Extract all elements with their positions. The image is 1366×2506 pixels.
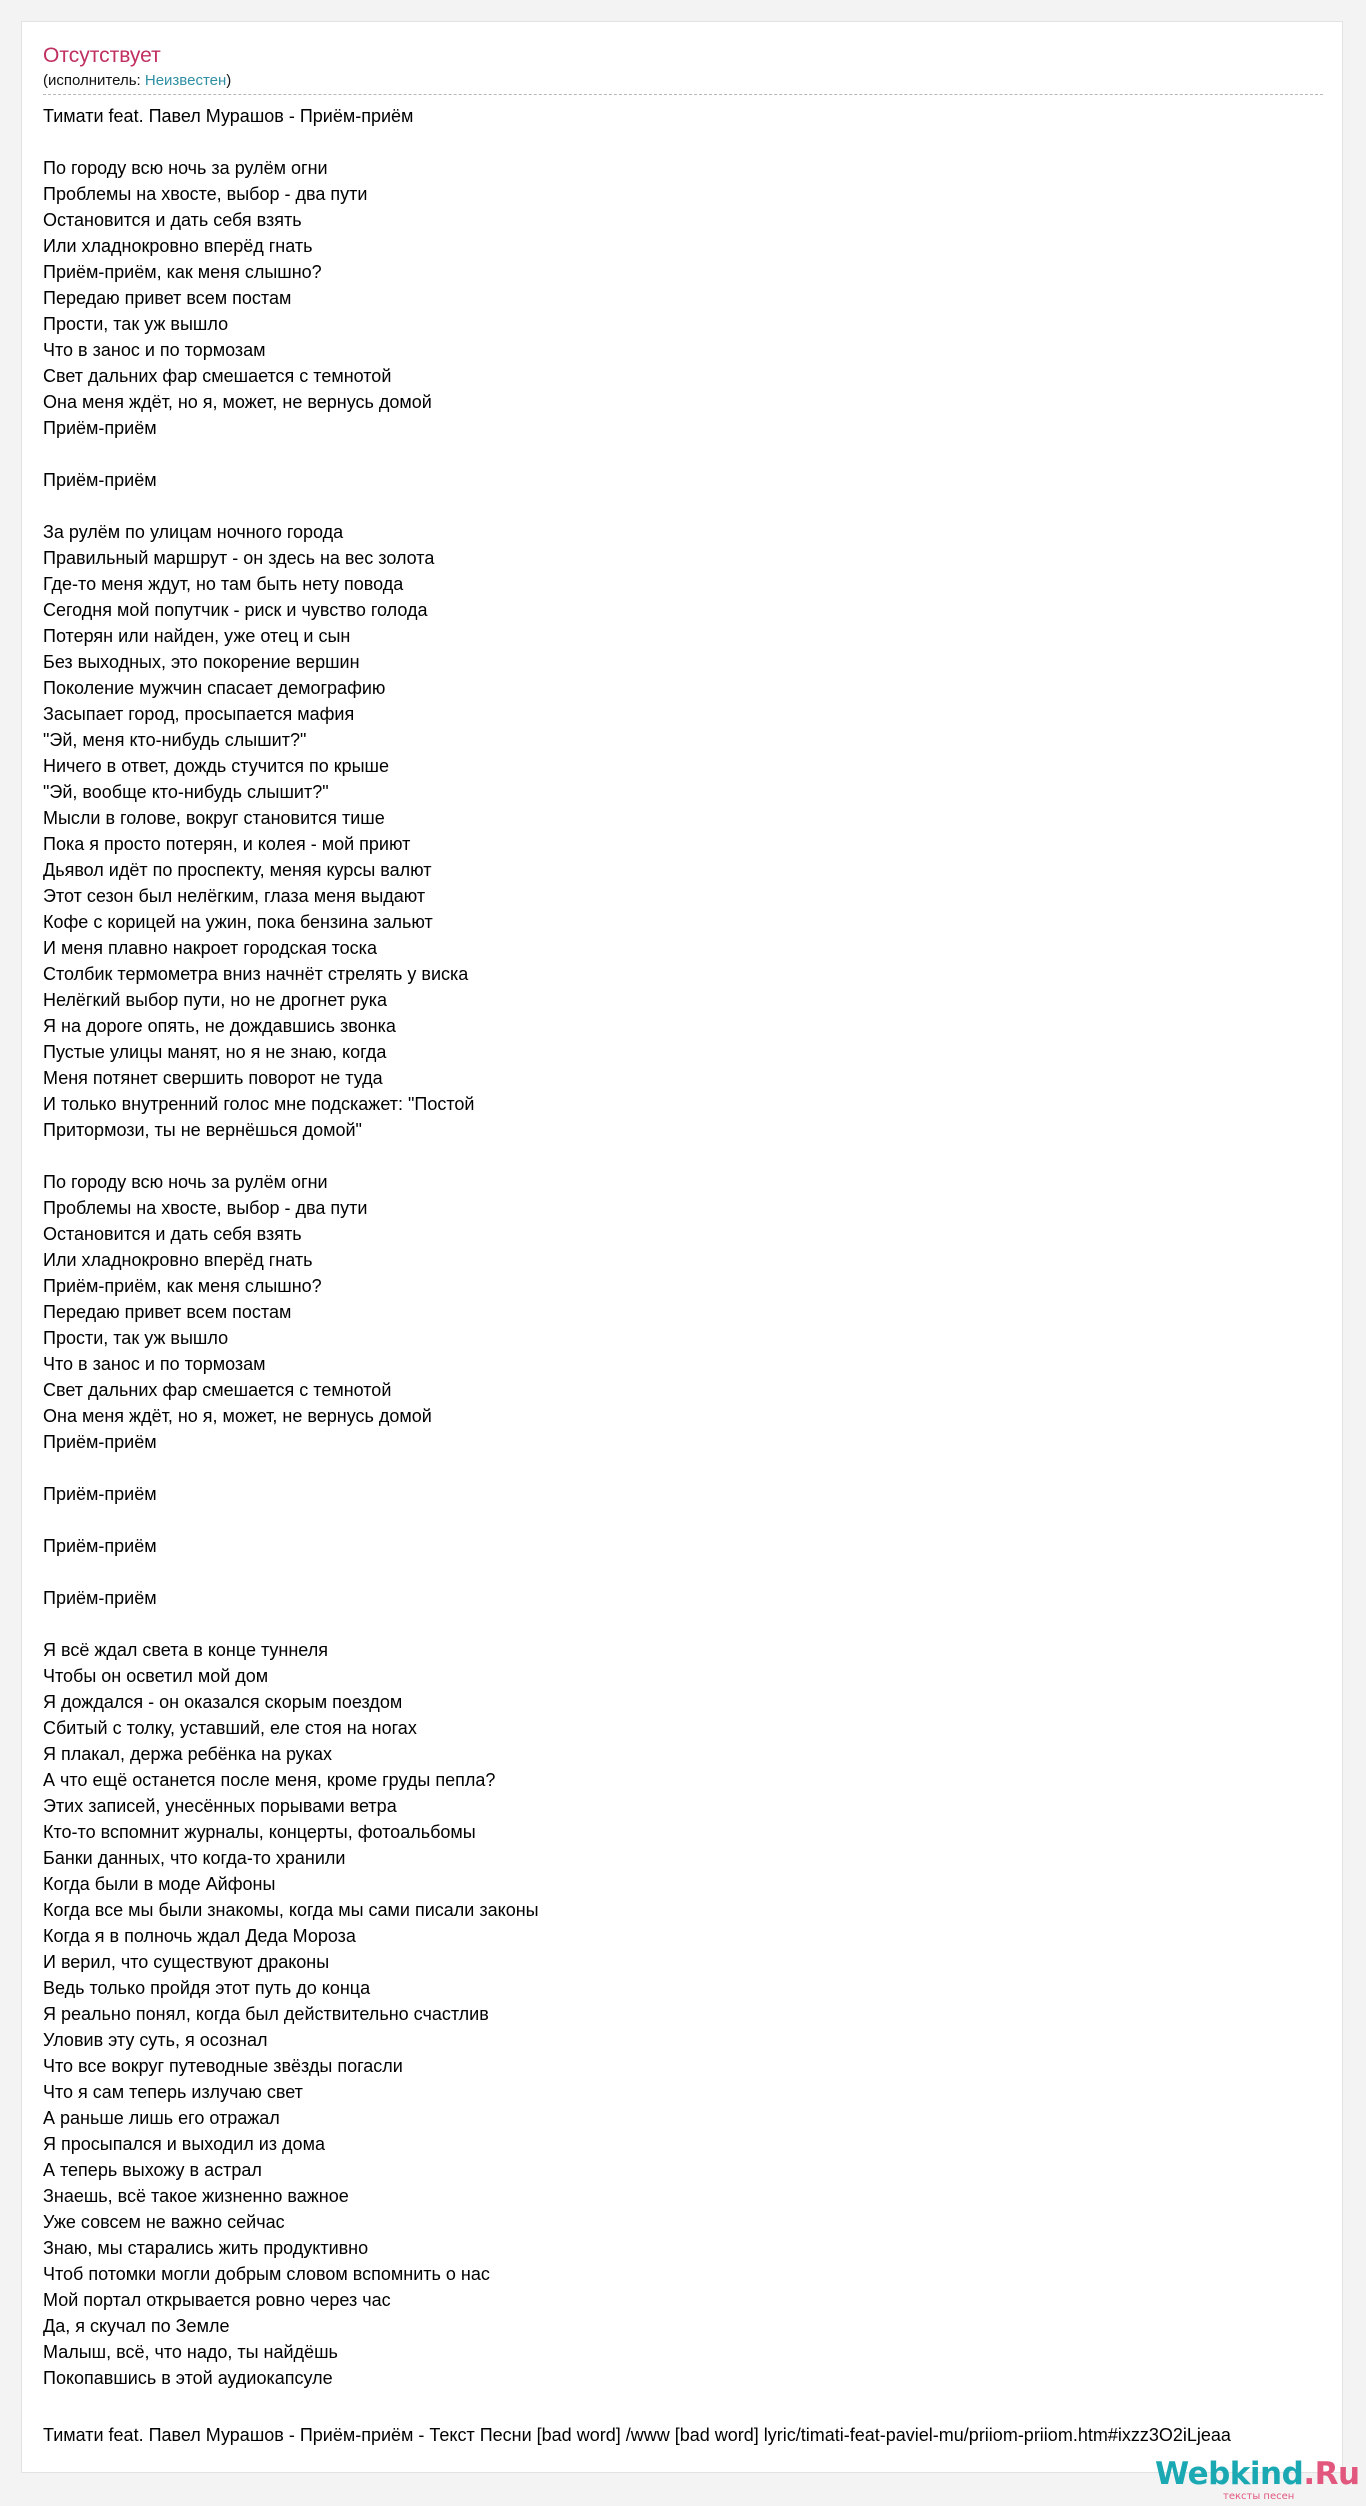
- lyric-line: Чтобы он осветил мой дом: [43, 1666, 269, 1686]
- lyric-line: За рулём по улицам ночного города: [43, 522, 344, 542]
- lyric-line: Покопавшись в этой аудиокапсуле: [43, 2368, 333, 2388]
- lyric-line: Кто-то вспомнит журналы, концерты, фотоальбомы: [43, 1822, 476, 1842]
- lyric-line: Пока я просто потерян, и колея - мой приют: [43, 834, 411, 854]
- logo-suffix: .Ru: [1303, 2456, 1360, 2492]
- lyric-line: Я дождался - он оказался скорым поездом: [43, 1692, 403, 1712]
- lyric-line: Остановится и дать себя взять: [43, 1224, 302, 1244]
- webkind-logo[interactable]: [1155, 2456, 1360, 2506]
- logo-main-text: Webkind: [1155, 2456, 1304, 2492]
- lyric-line: Свет дальних фар смешается с темнотой: [43, 1380, 392, 1400]
- lyric-line: Чтоб потомки могли добрым словом вспомнить о нас: [43, 2264, 490, 2284]
- lyric-line: Она меня ждёт, но я, может, не вернусь домой: [43, 392, 432, 412]
- lyric-line: По городу всю ночь за рулём огни: [43, 1172, 328, 1192]
- lyric-line: А что ещё останется после меня, кроме груды пепла?: [43, 1770, 496, 1790]
- lyric-blank-line: [43, 441, 1343, 467]
- lyric-line: Приём-приём: [43, 470, 157, 490]
- lyric-line: Я просыпался и выходил из дома: [43, 2134, 325, 2154]
- lyric-line: Свет дальних фар смешается с темнотой: [43, 366, 392, 386]
- lyric-line: Сбитый с толку, уставший, еле стоя на ногах: [43, 1718, 417, 1738]
- lyric-line: А раньше лишь его отражал: [43, 2108, 280, 2128]
- lyric-line: Да, я скучал по Земле: [43, 2316, 230, 2336]
- lyric-line: "Эй, меня кто-нибудь слышит?": [43, 730, 307, 750]
- lyric-line: И только внутренний голос мне подскажет: "Постой: [43, 1094, 475, 1114]
- lyric-line: Или хладнокровно вперёд гнать: [43, 1250, 313, 1270]
- logo-wordmark: [1155, 2456, 1360, 2492]
- lyric-line: Что в занос и по тормозам: [43, 340, 266, 360]
- lyric-line: Приём-приём, как меня слышно?: [43, 1276, 322, 1296]
- lyric-line: Этих записей, унесённых порывами ветра: [43, 1796, 397, 1816]
- lyric-line: Знаю, мы старались жить продуктивно: [43, 2238, 369, 2258]
- lyric-line: Она меня ждёт, но я, может, не вернусь домой: [43, 1406, 432, 1426]
- lyric-line: Передаю привет всем постам: [43, 1302, 292, 1322]
- lyric-line: Я плакал, держа ребёнка на руках: [43, 1744, 333, 1764]
- lyric-line: Я на дороге опять, не дождавшись звонка: [43, 1016, 396, 1036]
- lyric-line: Столбик термометра вниз начнёт стрелять у виска: [43, 964, 469, 984]
- title-divider: [43, 94, 1323, 95]
- lyric-line: Нелёгкий выбор пути, но не дрогнет рука: [43, 990, 388, 1010]
- lyric-blank-line: [43, 1611, 1343, 1637]
- lyric-line: Меня потянет свершить поворот не туда: [43, 1068, 383, 1088]
- lyric-line: Мысли в голове, вокруг становится тише: [43, 808, 385, 828]
- lyric-blank-line: [43, 493, 1343, 519]
- lyric-line: А теперь выхожу в астрал: [43, 2160, 262, 2180]
- lyric-line: Когда все мы были знакомы, когда мы сами писали законы: [43, 1900, 539, 1920]
- lyric-line: Знаешь, всё такое жизненно важное: [43, 2186, 349, 2206]
- lyric-line: Передаю привет всем постам: [43, 288, 292, 308]
- lyric-line: Что в занос и по тормозам: [43, 1354, 266, 1374]
- lyric-line: Уловив эту суть, я осознал: [43, 2030, 268, 2050]
- lyric-line: Поколение мужчин спасает демографию: [43, 678, 386, 698]
- lyric-line: Без выходных, это покорение вершин: [43, 652, 360, 672]
- lyric-line: Прости, так уж вышло: [43, 1328, 229, 1348]
- artist-link[interactable]: Неизвестен: [144, 72, 227, 89]
- lyric-line: Мой портал открывается ровно через час: [43, 2290, 391, 2310]
- lyric-line: Проблемы на хвосте, выбор - два пути: [43, 1198, 368, 1218]
- lyric-line: Приём-приём: [43, 1484, 157, 1504]
- lyric-line: Приём-приём: [43, 1432, 157, 1452]
- lyric-line: Тимати feat. Павел Мурашов - Приём-приём: [43, 106, 414, 126]
- lyric-line: Что я сам теперь излучаю свет: [43, 2082, 303, 2102]
- lyric-line: По городу всю ночь за рулём огни: [43, 158, 328, 178]
- song-title: Отсутствует: [43, 44, 161, 67]
- lyric-line: Прости, так уж вышло: [43, 314, 229, 334]
- lyric-line: Я всё ждал света в конце туннеля: [43, 1640, 328, 1660]
- lyric-blank-line: [43, 1143, 1343, 1169]
- lyric-line: Правильный маршрут - он здесь на вес золота: [43, 548, 435, 568]
- lyric-line: Притормози, ты не вернёшься домой": [43, 1120, 362, 1140]
- lyric-line: Или хладнокровно вперёд гнать: [43, 236, 313, 256]
- lyric-line: Приём-приём: [43, 418, 157, 438]
- artist-prefix: (исполнитель:: [43, 72, 145, 89]
- lyric-line: "Эй, вообще кто-нибудь слышит?": [43, 782, 329, 802]
- logo-tagline: тексты песен: [1223, 2491, 1295, 2502]
- lyric-blank-line: [43, 1559, 1343, 1585]
- lyric-line: Дьявол идёт по проспекту, меняя курсы валют: [43, 860, 432, 880]
- lyric-line: Ничего в ответ, дождь стучится по крыше: [43, 756, 390, 776]
- lyric-line: Когда были в моде Айфоны: [43, 1874, 276, 1894]
- lyric-blank-line: [43, 1455, 1343, 1481]
- artist-suffix: ): [226, 72, 232, 89]
- lyric-line: Сегодня мой попутчик - риск и чувство голода: [43, 600, 428, 620]
- lyric-line: Пустые улицы манят, но я не знаю, когда: [43, 1042, 387, 1062]
- lyric-line: И меня плавно накроет городская тоска: [43, 938, 377, 958]
- lyric-blank-line: [43, 1507, 1343, 1533]
- lyric-line: Приём-приём: [43, 1588, 157, 1608]
- lyric-line: Когда я в полночь ждал Деда Мороза: [43, 1926, 356, 1946]
- lyrics-text: [43, 103, 1343, 2391]
- lyric-line: Малыш, всё, что надо, ты найдёшь: [43, 2342, 338, 2362]
- lyric-line: Остановится и дать себя взять: [43, 210, 302, 230]
- lyric-line: Потерян или найден, уже отец и сын: [43, 626, 351, 646]
- lyric-line: Где-то меня ждут, но там быть нету повода: [43, 574, 404, 594]
- lyric-line: Кофе с корицей на ужин, пока бензина зальют: [43, 912, 433, 932]
- lyric-line: Проблемы на хвосте, выбор - два пути: [43, 184, 368, 204]
- source-footer: Тимати feat. Павел Мурашов - Приём-приём - Текст Песни [bad word] /www [bad word] lyric/timati-feat-paviel-mu/priiom-priiom.htm#ixzz3O2iLjeaa: [43, 2425, 1231, 2445]
- lyric-line: Засыпает город, просыпается мафия: [43, 704, 355, 724]
- artist-line: [43, 72, 231, 90]
- lyric-line: Этот сезон был нелёгким, глаза меня выдают: [43, 886, 426, 906]
- lyric-line: И верил, что существуют драконы: [43, 1952, 330, 1972]
- content-card: [21, 21, 1360, 2502]
- lyric-line: Я реально понял, когда был действительно счастлив: [43, 2004, 489, 2024]
- lyric-line: Приём-приём: [43, 1536, 157, 1556]
- lyric-line: Что все вокруг путеводные звёзды погасли: [43, 2056, 403, 2076]
- lyric-line: Приём-приём, как меня слышно?: [43, 262, 322, 282]
- lyric-line: Уже совсем не важно сейчас: [43, 2212, 285, 2232]
- lyric-blank-line: [43, 129, 1343, 155]
- lyric-line: Ведь только пройдя этот путь до конца: [43, 1978, 371, 1998]
- lyric-line: Банки данных, что когда-то хранили: [43, 1848, 346, 1868]
